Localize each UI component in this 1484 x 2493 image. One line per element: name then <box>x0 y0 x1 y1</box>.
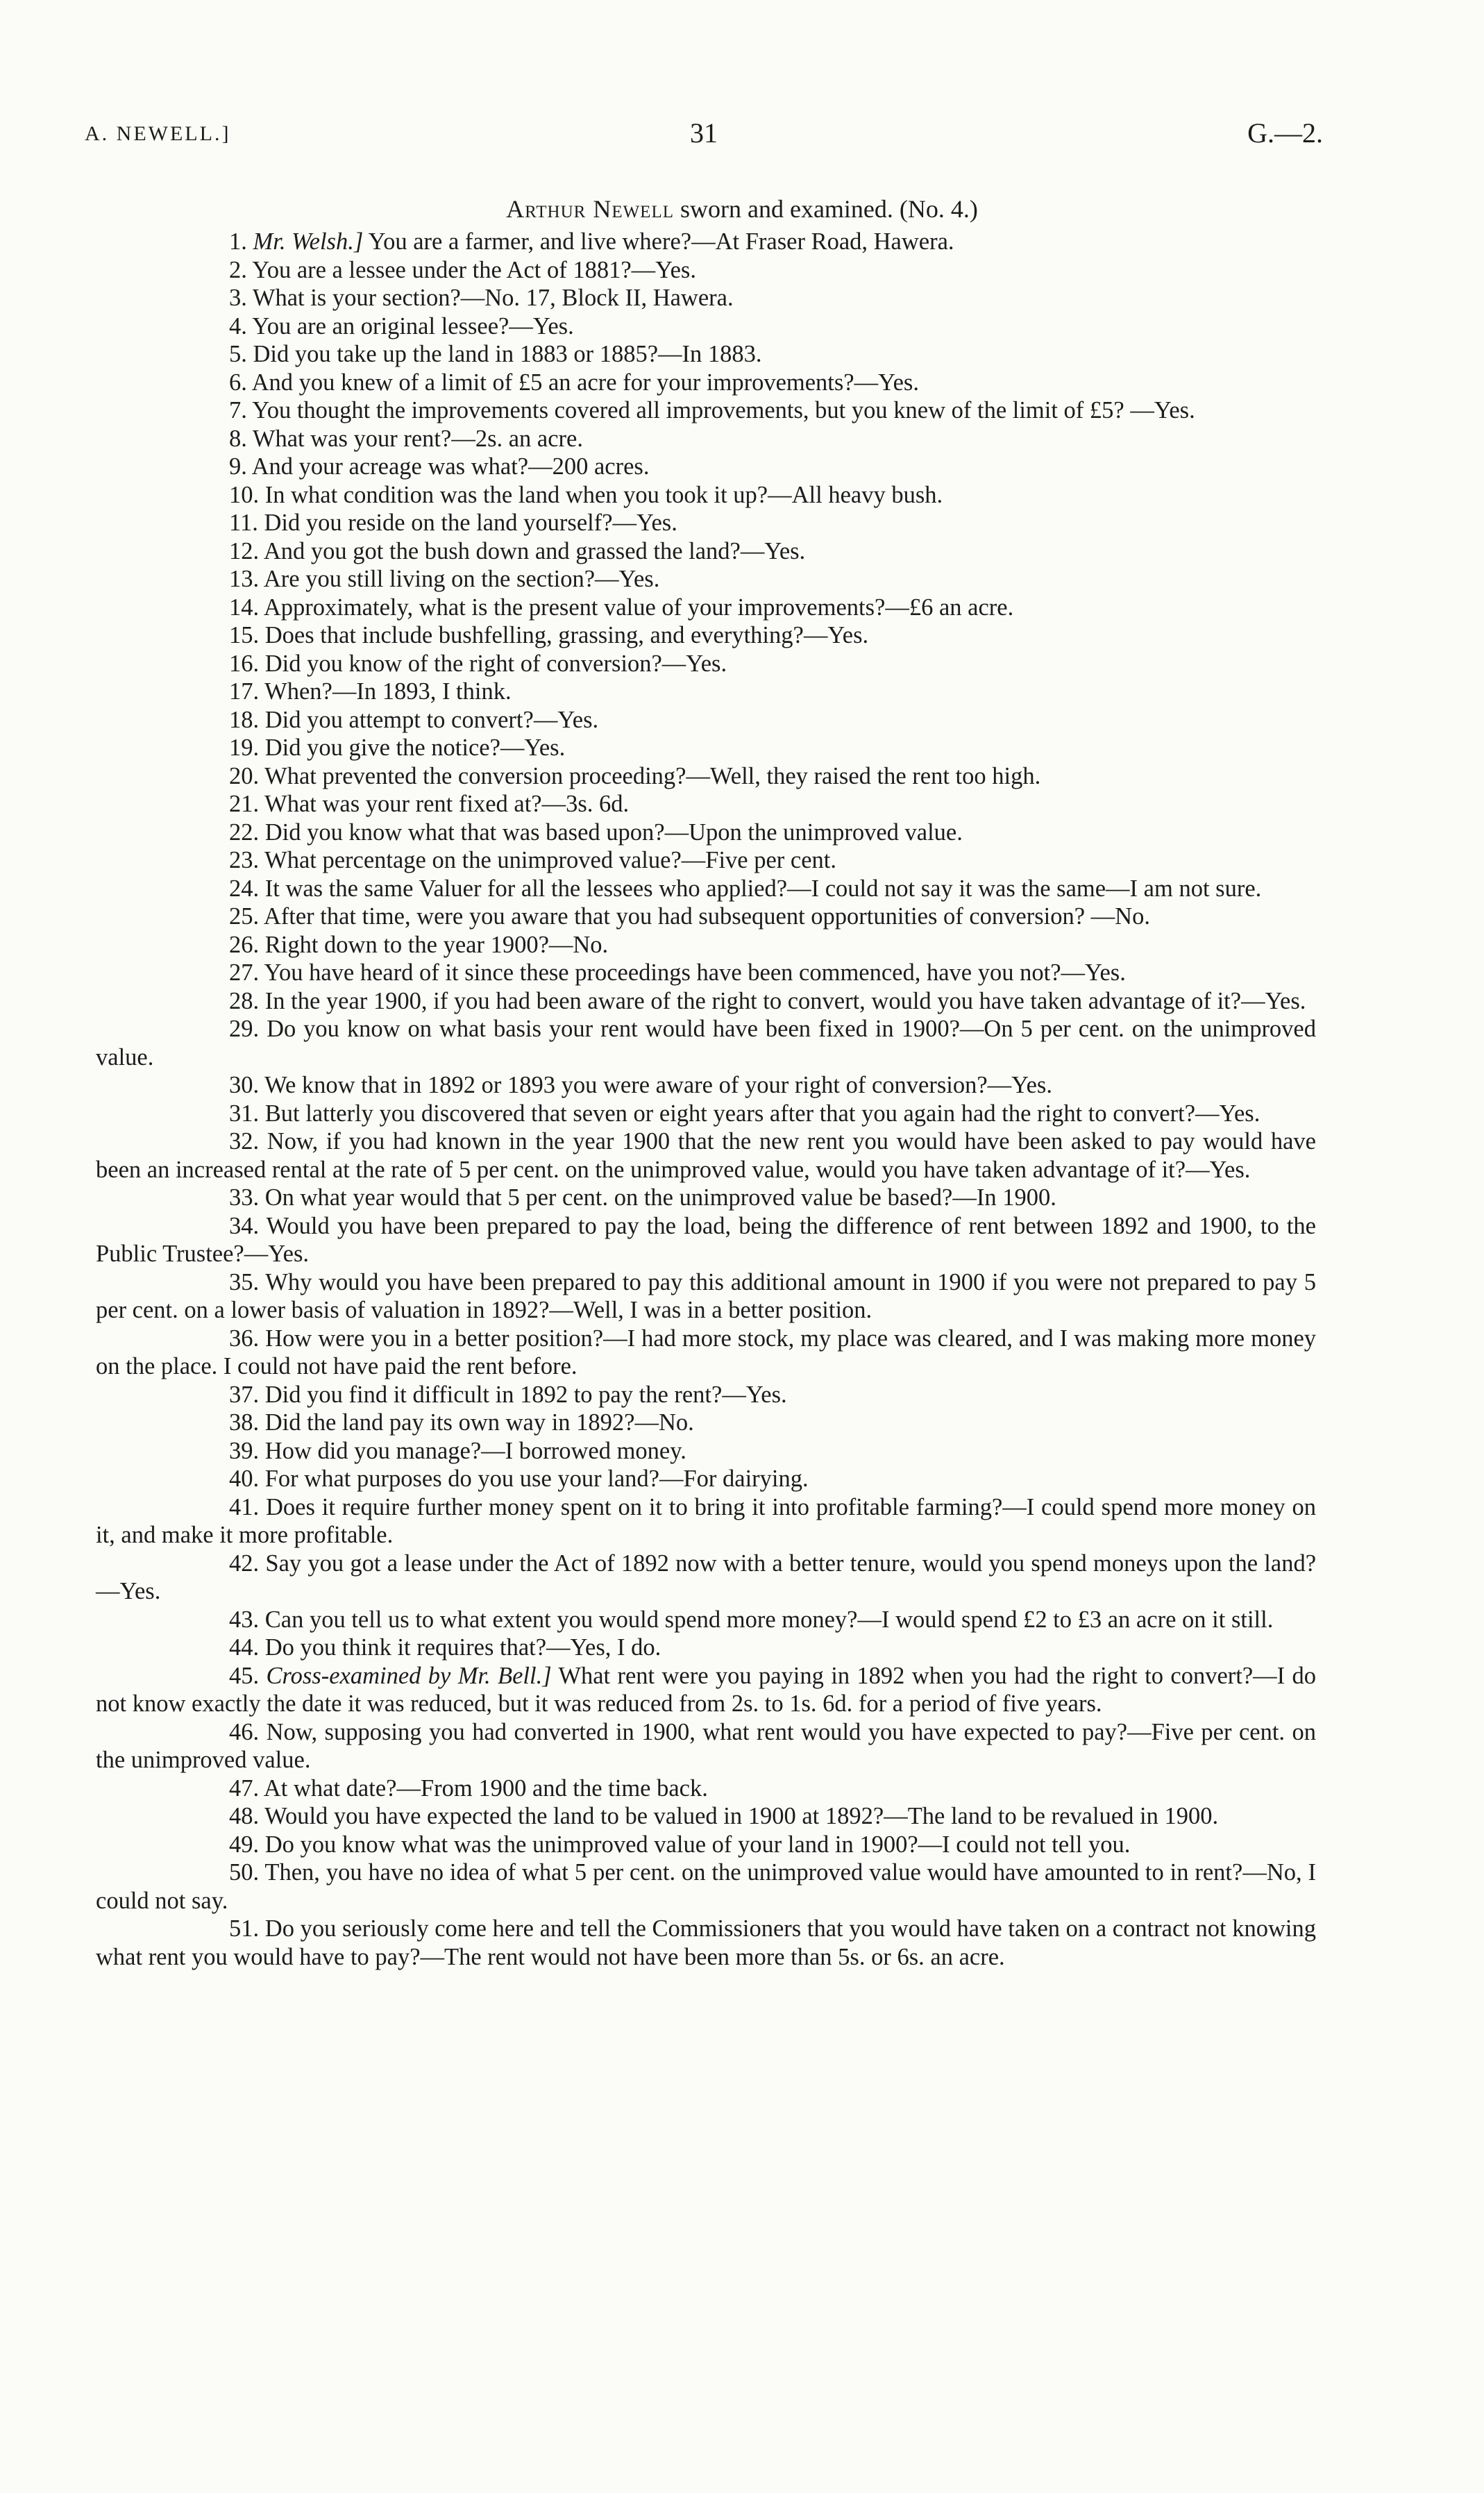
question-number: 21. <box>229 791 260 817</box>
question-answer-text: What was your rent?—2s. an acre. <box>252 425 583 452</box>
question-answer-text: You have heard of it since these proceedings have been commenced, have you not?—Yes. <box>264 959 1126 986</box>
question-answer <box>96 1071 1316 1100</box>
paper-reference: G.—2. <box>1247 117 1323 149</box>
question-answer <box>96 959 1316 987</box>
question-number: 50. <box>229 1859 260 1886</box>
question-answer-text: Did you attempt to convert?—Yes. <box>264 706 599 733</box>
question-answer <box>96 1550 1316 1606</box>
question-number: 39. <box>229 1437 260 1464</box>
question-answer-text: Can you tell us to what extent you would spend more money?—I would spend £2 to £3 an acre on it still. <box>264 1606 1274 1633</box>
question-answer <box>96 621 1316 650</box>
question-answer-text: Does it require further money spent on it to bring it into profitable farming?—I could spend more money on it, and make it more profitable. <box>96 1493 1316 1548</box>
question-answer <box>96 734 1316 762</box>
question-answer <box>96 903 1316 931</box>
question-number: 2. <box>229 256 247 283</box>
question-number: 10. <box>229 481 260 508</box>
question-number: 16. <box>229 650 260 677</box>
question-number: 35. <box>229 1268 260 1295</box>
question-number: 9. <box>229 453 247 480</box>
question-number: 25. <box>229 903 260 930</box>
question-answer <box>96 1409 1316 1437</box>
question-answer-text: What percentage on the unimproved value?—Five per cent. <box>264 847 836 873</box>
question-number: 20. <box>229 762 260 789</box>
question-answer-text: Would you have expected the land to be valued in 1900 at 1892?—The land to be revalued in 1900. <box>264 1803 1219 1829</box>
question-answer-text: What rent were you paying in 1892 when you had the right to convert?—I do not know exactly the date it was reduced, but it was reduced from 2s. to 1s. 6d. for a period of five years. <box>96 1662 1317 1717</box>
question-number: 37. <box>229 1381 260 1408</box>
question-number: 1. <box>229 228 247 255</box>
witness-running-head: A. NEWELL.] <box>85 122 231 145</box>
question-answer <box>96 312 1316 341</box>
question-answer <box>96 565 1316 594</box>
question-answer <box>96 678 1316 706</box>
question-answer <box>96 453 1316 481</box>
question-number: 45. <box>229 1662 260 1689</box>
question-number: 24. <box>229 875 260 902</box>
question-number: 13. <box>229 566 260 592</box>
question-number: 47. <box>229 1774 260 1802</box>
question-answer-text: Are you still living on the section?—Yes. <box>263 566 660 592</box>
question-answer <box>96 228 1316 256</box>
question-answer-text: How were you in a better position?—I had more stock, my place was cleared, and I was making more money on the place. I could not have paid the rent before. <box>96 1325 1317 1379</box>
question-answer-text: Do you know what was the unimproved value of your land in 1900?—I could not tell you. <box>264 1831 1131 1858</box>
section-title <box>0 194 1484 224</box>
question-answer-text: Did you reside on the land yourself?—Yes. <box>264 510 677 536</box>
question-answer-text: Now, supposing you had converted in 1900, what rent would you have expected to pay?—Five per cent. on the unimproved value. <box>96 1718 1317 1773</box>
question-answer-text: You are a farmer, and live where?—At Fraser Road, Hawera. <box>368 228 954 255</box>
question-answer-text: And you got the bush down and grassed the land?—Yes. <box>263 537 806 564</box>
question-answer-text: Why would you have been prepared to pay this additional amount in 1900 if you were not prepared to pay 5 per cent. on a lower basis of valuation in 1892?—Well, I was in a better position. <box>96 1268 1316 1323</box>
question-number: 11. <box>229 510 258 536</box>
question-answer <box>96 1381 1316 1409</box>
question-answer-text: At what date?—From 1900 and the time back. <box>263 1774 708 1802</box>
question-number: 49. <box>229 1831 260 1858</box>
question-answer-text: What is your section?—No. 17, Block II, Hawera. <box>252 285 734 311</box>
question-answer <box>96 1212 1316 1268</box>
question-answer-text: Did you find it difficult in 1892 to pay the rent?—Yes. <box>264 1381 787 1408</box>
question-answer-text: Now, if you had known in the year 1900 that the new rent you would have been asked to pay would have been an increased rental at the rate of 5 per cent. on the unimproved value, would you have taken advantage of it?—Yes. <box>96 1128 1316 1183</box>
question-answer <box>96 819 1316 847</box>
question-answer <box>96 1831 1316 1859</box>
question-answer <box>96 1915 1316 1971</box>
question-number: 4. <box>229 312 247 339</box>
page-number: 31 <box>690 117 718 149</box>
question-answer-text: Say you got a lease under the Act of 1892 now with a better tenure, would you spend moneys upon the land?—Yes. <box>96 1550 1317 1604</box>
examiner-name: Cross-examined by Mr. Bell.] <box>266 1662 552 1689</box>
question-number: 38. <box>229 1409 260 1436</box>
question-answer <box>96 256 1316 285</box>
question-answer <box>96 1606 1316 1634</box>
question-answer-text: Did you give the notice?—Yes. <box>264 735 566 761</box>
question-answer <box>96 1802 1316 1831</box>
question-answer-text: After that time, were you aware that you had subsequent opportunities of conversion? —No. <box>263 903 1150 930</box>
question-number: 29. <box>229 1016 260 1042</box>
question-number: 46. <box>229 1718 260 1745</box>
examination-transcript <box>96 228 1316 1971</box>
question-number: 41. <box>229 1493 260 1520</box>
question-number: 8. <box>229 425 247 452</box>
question-answer <box>96 762 1316 791</box>
question-answer <box>96 706 1316 735</box>
examiner-name: Mr. Welsh.] <box>253 228 364 255</box>
question-answer-text: In the year 1900, if you had been aware of the right to convert, would you have taken advantage of it?—Yes. <box>264 987 1306 1014</box>
question-answer-text: When?—In 1893, I think. <box>264 678 512 705</box>
question-answer <box>96 1718 1316 1774</box>
question-number: 18. <box>229 706 260 733</box>
question-number: 48. <box>229 1803 260 1829</box>
question-answer-text: But latterly you discovered that seven or eight years after that you again had the right to convert?—Yes. <box>264 1100 1260 1127</box>
question-answer <box>96 340 1316 369</box>
question-answer-text: And your acreage was what?—200 acres. <box>251 453 650 480</box>
question-answer <box>96 425 1316 453</box>
question-answer <box>96 650 1316 678</box>
question-answer-text: Does that include bushfelling, grassing, and everything?—Yes. <box>264 622 869 648</box>
question-number: 7. <box>229 397 247 423</box>
question-number: 14. <box>229 594 260 621</box>
question-answer-text: And you knew of a limit of £5 an acre for your improvements?—Yes. <box>251 369 919 396</box>
question-number: 3. <box>229 285 247 311</box>
question-answer <box>96 1774 1316 1803</box>
question-answer-text: Did you know of the right of conversion?—Yes. <box>264 650 727 677</box>
question-number: 22. <box>229 819 260 846</box>
question-answer <box>96 284 1316 312</box>
question-answer-text: Did you know what that was based upon?—Upon the unimproved value. <box>264 819 963 846</box>
question-answer <box>96 790 1316 819</box>
question-answer <box>96 1100 1316 1128</box>
question-number: 36. <box>229 1325 260 1352</box>
title-text: sworn and examined. <box>680 195 893 223</box>
question-answer <box>96 1268 1316 1325</box>
question-answer-text: We know that in 1892 or 1893 you were aware of your right of conversion?—Yes. <box>264 1072 1052 1098</box>
question-answer <box>96 509 1316 537</box>
question-number: 17. <box>229 678 260 705</box>
question-answer <box>96 1127 1316 1184</box>
question-answer-text: Do you think it requires that?—Yes, I do. <box>264 1634 661 1661</box>
question-answer <box>96 931 1316 959</box>
question-answer <box>96 369 1316 397</box>
question-answer-text: Right down to the year 1900?—No. <box>264 931 609 958</box>
question-answer <box>96 1662 1316 1718</box>
question-number: 19. <box>229 735 260 761</box>
question-number: 5. <box>229 341 247 367</box>
question-answer <box>96 1184 1316 1212</box>
question-answer <box>96 1465 1316 1493</box>
question-answer-text: Do you seriously come here and tell the Commissioners that you would have taken on a contract not knowing what rent you would have to pay?—The rent would not have been more than 5s. or 6s. an acre. <box>96 1915 1317 1970</box>
question-answer-text: You are a lessee under the Act of 1881?—Yes. <box>252 256 696 283</box>
question-number: 32. <box>229 1128 260 1155</box>
question-answer-text: On what year would that 5 per cent. on the unimproved value be based?—In 1900. <box>264 1184 1056 1211</box>
question-number: 40. <box>229 1466 260 1492</box>
question-answer-text: Did the land pay its own way in 1892?—No. <box>264 1409 694 1436</box>
question-answer <box>96 987 1316 1016</box>
question-answer-text: In what condition was the land when you took it up?—All heavy bush. <box>264 481 943 508</box>
question-answer-text: Then, you have no idea of what 5 per cent. on the unimproved value would have amounted to in rent?—No, I could not say. <box>96 1859 1316 1914</box>
question-answer <box>96 1634 1316 1662</box>
question-answer-text: For what purposes do you use your land?—For dairying. <box>264 1466 809 1492</box>
question-answer <box>96 396 1316 425</box>
question-answer <box>96 594 1316 622</box>
question-number: 44. <box>229 1634 260 1661</box>
question-answer-text: You are an original lessee?—Yes. <box>252 312 574 339</box>
question-answer-text: Did you take up the land in 1883 or 1885?—In 1883. <box>253 341 762 367</box>
question-number: 33. <box>229 1184 260 1211</box>
question-answer-text: How did you manage?—I borrowed money. <box>264 1437 686 1464</box>
question-number: 27. <box>229 959 260 986</box>
question-number: 26. <box>229 931 260 958</box>
question-number: 6. <box>229 369 247 396</box>
question-answer <box>96 1437 1316 1466</box>
question-answer <box>96 846 1316 875</box>
question-answer <box>96 1493 1316 1550</box>
question-number: 12. <box>229 537 260 564</box>
question-answer <box>96 537 1316 566</box>
question-number: 51. <box>229 1915 260 1942</box>
question-answer-text: You thought the improvements covered all improvements, but you knew of the limit of £5? —Yes. <box>252 397 1195 423</box>
question-answer <box>96 875 1316 903</box>
question-number: 28. <box>229 987 260 1014</box>
question-answer <box>96 1858 1316 1915</box>
question-number: 31. <box>229 1100 260 1127</box>
question-answer-text: What was your rent fixed at?—3s. 6d. <box>264 791 630 817</box>
question-number: 43. <box>229 1606 260 1633</box>
question-number: 30. <box>229 1072 260 1098</box>
witness-name: Arthur Newell <box>506 195 674 223</box>
question-answer-text: It was the same Valuer for all the lessees who applied?—I could not say it was the same—I am not sure. <box>264 875 1262 902</box>
question-answer-text: What prevented the conversion proceeding?—Well, they raised the rent too high. <box>264 762 1041 789</box>
question-number: 15. <box>229 622 260 648</box>
question-answer-text: Would you have been prepared to pay the load, being the difference of rent between 1892 and 1900, to the Public Trustee?—Yes. <box>96 1212 1316 1267</box>
question-number: 42. <box>229 1550 260 1577</box>
question-answer <box>96 1325 1316 1381</box>
question-answer-text: Approximately, what is the present value of your improvements?—£6 an acre. <box>263 594 1014 621</box>
question-answer-text: Do you know on what basis your rent would have been fixed in 1900?—On 5 per cent. on the unimproved value. <box>96 1016 1316 1071</box>
question-answer <box>96 481 1316 510</box>
question-answer <box>96 1015 1316 1071</box>
examination-number: (No. 4.) <box>899 195 978 223</box>
question-number: 23. <box>229 847 260 873</box>
question-number: 34. <box>229 1212 260 1239</box>
running-header <box>85 117 1323 158</box>
